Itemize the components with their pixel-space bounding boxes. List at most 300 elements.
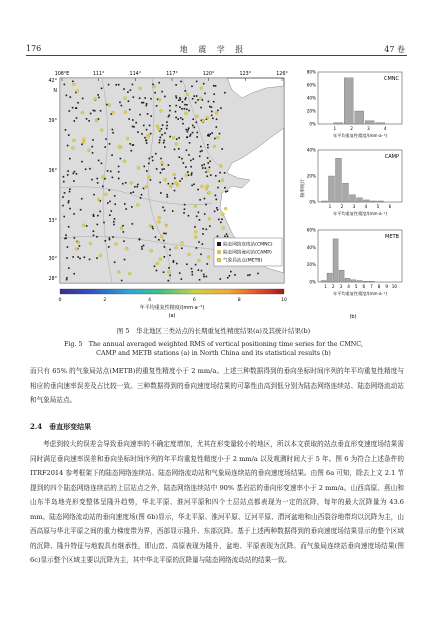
station-marker xyxy=(140,197,142,199)
station-marker xyxy=(93,110,95,112)
met-station-marker xyxy=(156,125,159,128)
station-marker xyxy=(196,136,198,138)
station-marker xyxy=(217,110,219,112)
station-marker xyxy=(249,274,251,276)
station-marker xyxy=(196,81,198,83)
station-marker xyxy=(187,171,189,173)
station-marker xyxy=(145,105,147,107)
station-marker xyxy=(154,92,156,94)
station-marker xyxy=(93,214,95,216)
station-marker xyxy=(176,138,178,140)
station-marker xyxy=(229,275,231,277)
met-station-marker xyxy=(219,164,222,167)
met-station-marker xyxy=(136,203,139,206)
lat-label: N xyxy=(53,89,57,94)
station-marker xyxy=(216,207,218,209)
station-marker xyxy=(66,95,68,97)
station-marker xyxy=(172,183,174,185)
station-marker xyxy=(175,117,177,119)
hist-xtick: 2 xyxy=(331,284,335,289)
station-marker xyxy=(81,161,83,163)
station-map xyxy=(42,68,298,319)
station-marker xyxy=(91,179,93,181)
station-marker xyxy=(131,206,133,208)
colorbar-tick-label: 2 xyxy=(103,298,107,303)
hist-xlabel: 年平均重复性精度/(mm·a⁻¹) xyxy=(332,211,388,216)
station-marker xyxy=(172,210,174,212)
met-station-marker xyxy=(94,97,97,100)
station-marker xyxy=(106,104,108,106)
station-marker xyxy=(97,224,99,226)
station-marker xyxy=(230,271,232,273)
station-marker xyxy=(188,127,190,129)
station-marker xyxy=(133,96,135,98)
met-station-marker xyxy=(108,104,111,107)
station-marker xyxy=(201,270,203,272)
station-marker xyxy=(77,256,79,258)
met-station-marker xyxy=(202,119,205,122)
station-marker xyxy=(179,180,181,182)
station-marker xyxy=(109,237,111,239)
station-marker xyxy=(151,156,153,158)
station-marker xyxy=(156,168,158,170)
station-marker xyxy=(189,135,191,137)
station-marker xyxy=(98,97,100,99)
station-marker xyxy=(163,233,165,235)
met-station-marker xyxy=(221,213,224,216)
station-marker xyxy=(132,144,134,146)
station-marker xyxy=(182,123,184,125)
station-marker xyxy=(163,140,165,142)
station-marker xyxy=(182,119,184,121)
station-marker xyxy=(80,209,82,211)
hist-bar xyxy=(336,158,342,202)
hist-xtick: 3 xyxy=(339,284,343,289)
station-marker xyxy=(100,110,102,112)
station-marker xyxy=(163,142,165,144)
station-marker xyxy=(181,108,183,110)
met-station-marker xyxy=(160,235,163,238)
met-station-marker xyxy=(172,136,175,139)
station-marker xyxy=(81,198,83,200)
station-marker xyxy=(77,102,79,104)
station-marker xyxy=(175,95,177,97)
hist-bar xyxy=(339,270,344,282)
met-station-marker xyxy=(157,220,160,223)
hist-title: METB xyxy=(385,234,399,240)
station-marker xyxy=(203,276,205,278)
met-station-marker xyxy=(100,129,103,132)
station-marker xyxy=(186,149,188,151)
station-marker xyxy=(69,191,71,193)
station-marker xyxy=(181,158,183,160)
station-marker xyxy=(160,172,162,174)
station-marker xyxy=(215,85,217,87)
station-marker xyxy=(158,239,160,241)
station-marker xyxy=(68,110,70,112)
station-marker xyxy=(188,154,190,156)
met-station-marker xyxy=(125,247,128,250)
station-marker xyxy=(181,247,183,249)
station-marker xyxy=(219,172,221,174)
station-marker xyxy=(156,270,158,272)
hist-bar xyxy=(334,123,343,124)
station-marker xyxy=(143,166,145,168)
station-marker xyxy=(184,99,186,101)
station-marker xyxy=(121,280,123,282)
station-marker xyxy=(160,192,162,194)
station-marker xyxy=(141,102,143,104)
hist-ytick: 60% xyxy=(306,82,316,88)
met-station-marker xyxy=(117,270,120,273)
station-marker xyxy=(185,129,187,131)
colorbar-tick-label: 0 xyxy=(58,298,62,303)
lon-label: 126° xyxy=(276,72,288,77)
station-marker xyxy=(120,158,122,160)
station-marker xyxy=(63,216,65,218)
met-station-marker xyxy=(118,145,121,148)
hist-bar xyxy=(343,183,349,202)
station-marker xyxy=(99,211,101,213)
station-marker xyxy=(112,132,114,134)
station-marker xyxy=(200,253,202,255)
station-marker xyxy=(66,277,68,279)
hist-bar xyxy=(355,111,364,124)
figure-caption-en-line1: Fig. 5 The annual averaged weighted RMS of vertical positioning time series for the CMNC, xyxy=(64,341,363,348)
station-marker xyxy=(199,219,201,221)
station-marker xyxy=(122,225,124,227)
met-station-marker xyxy=(186,93,189,96)
station-marker xyxy=(93,235,95,237)
station-marker xyxy=(67,170,69,172)
met-station-marker xyxy=(128,272,131,275)
met-station-marker xyxy=(149,224,152,227)
hist-xtick: 5 xyxy=(354,284,358,289)
met-station-marker xyxy=(197,259,200,262)
station-marker xyxy=(144,137,146,139)
station-marker xyxy=(132,119,134,121)
station-marker xyxy=(193,183,195,185)
station-marker xyxy=(164,246,166,248)
station-marker xyxy=(174,177,176,179)
lat-label: 28° xyxy=(48,277,57,282)
met-station-marker xyxy=(206,116,209,119)
colorbar-tick-label: 10 xyxy=(281,298,287,303)
station-marker xyxy=(212,118,214,120)
station-marker xyxy=(155,153,157,155)
met-station-marker xyxy=(145,185,148,188)
station-marker xyxy=(181,178,183,180)
map-legend xyxy=(214,238,282,266)
station-marker xyxy=(114,218,116,220)
met-station-marker xyxy=(126,137,129,140)
lon-label: 111° xyxy=(92,72,105,77)
station-marker xyxy=(204,93,206,95)
station-marker xyxy=(72,81,74,83)
station-marker xyxy=(203,274,205,276)
station-marker xyxy=(219,278,221,280)
station-marker xyxy=(76,173,78,175)
colorbar-tick-label: 6 xyxy=(192,298,196,303)
station-marker xyxy=(186,263,188,265)
station-marker xyxy=(208,101,210,103)
hist-xtick: 5 xyxy=(376,204,380,209)
lon-label: 120° xyxy=(202,72,215,77)
station-marker xyxy=(168,267,170,269)
station-marker xyxy=(76,107,78,109)
station-marker xyxy=(213,85,215,87)
station-marker xyxy=(166,121,168,123)
station-marker xyxy=(209,106,211,108)
met-station-marker xyxy=(137,166,140,169)
station-marker xyxy=(194,127,196,129)
met-station-marker xyxy=(148,176,151,179)
station-marker xyxy=(219,133,221,135)
station-marker xyxy=(202,243,204,245)
station-marker xyxy=(203,164,205,166)
met-station-marker xyxy=(208,217,211,220)
station-marker xyxy=(96,236,98,238)
lat-label: 36° xyxy=(48,169,57,174)
station-marker xyxy=(162,207,164,209)
station-marker xyxy=(139,97,141,99)
station-marker xyxy=(214,211,216,213)
colorbar-label: 年平均重复性精度/(mm·a⁻¹) xyxy=(139,305,205,311)
met-station-marker xyxy=(222,227,225,230)
station-marker xyxy=(188,215,190,217)
station-marker xyxy=(200,146,202,148)
hist-bar xyxy=(321,281,326,282)
page-number: 176 xyxy=(26,44,42,53)
station-marker xyxy=(200,151,202,153)
station-marker xyxy=(197,189,199,191)
station-marker xyxy=(121,105,123,107)
station-marker xyxy=(224,187,226,189)
station-marker xyxy=(109,143,111,145)
station-marker xyxy=(104,146,106,148)
met-station-marker xyxy=(87,149,90,152)
station-marker xyxy=(110,171,112,173)
station-marker xyxy=(192,274,194,276)
hist-xtick: 10 xyxy=(391,284,398,289)
station-marker xyxy=(193,95,195,97)
station-marker xyxy=(69,96,71,98)
station-marker xyxy=(198,269,200,271)
station-marker xyxy=(247,275,249,277)
station-marker xyxy=(146,129,148,131)
station-marker xyxy=(190,166,192,168)
hist-bar xyxy=(369,281,374,282)
station-marker xyxy=(191,174,193,176)
station-marker xyxy=(112,129,114,131)
met-station-marker xyxy=(200,87,203,90)
hist-ytick: 0% xyxy=(309,121,316,127)
station-marker xyxy=(206,175,208,177)
station-marker xyxy=(109,214,111,216)
met-station-marker xyxy=(124,111,127,114)
station-marker xyxy=(104,240,106,242)
station-marker xyxy=(227,236,229,238)
station-marker xyxy=(209,167,211,169)
met-station-marker xyxy=(174,182,177,185)
met-station-marker xyxy=(161,161,164,164)
station-marker xyxy=(81,144,83,146)
hist-panel-label: (b) xyxy=(349,314,357,320)
hist-xtick: 9 xyxy=(385,284,389,289)
station-marker xyxy=(72,107,74,109)
legend-metb-icon xyxy=(217,258,221,262)
station-marker xyxy=(164,96,166,98)
met-station-marker xyxy=(175,142,178,145)
station-marker xyxy=(190,134,192,136)
station-marker xyxy=(69,158,71,160)
hist-bar xyxy=(365,121,374,124)
station-marker xyxy=(180,81,182,83)
met-station-marker xyxy=(77,241,80,244)
legend-camp-label: 陆态网络流动站(CAMP) xyxy=(223,250,272,256)
met-station-marker xyxy=(124,97,127,100)
station-marker xyxy=(146,170,148,172)
station-marker xyxy=(169,255,171,257)
lat-label: 42° xyxy=(48,79,57,84)
station-marker xyxy=(215,175,217,177)
hist-xtick: 8 xyxy=(377,284,381,289)
station-marker xyxy=(213,101,215,103)
station-marker xyxy=(128,118,130,120)
station-marker xyxy=(130,89,132,91)
station-marker xyxy=(186,109,188,111)
hist-title: CMNC xyxy=(383,76,399,82)
station-marker xyxy=(152,84,154,86)
hist-xlabel: 年平均重复性精度/(mm·a⁻¹) xyxy=(332,133,388,138)
lon-label: 123° xyxy=(239,72,252,77)
station-marker xyxy=(108,84,110,86)
hist-xtick: 3 xyxy=(352,204,356,209)
met-station-marker xyxy=(158,216,161,219)
station-marker xyxy=(218,180,220,182)
station-marker xyxy=(184,90,186,92)
station-marker xyxy=(109,239,111,241)
section-heading: 2.4 垂直形变结果 xyxy=(30,422,92,431)
station-marker xyxy=(68,202,70,204)
hist-ytick: 0% xyxy=(309,279,316,285)
hist-bar xyxy=(327,273,332,282)
hist-ytick: 40% xyxy=(306,95,316,101)
station-marker xyxy=(76,117,78,119)
station-marker xyxy=(64,84,66,86)
met-station-marker xyxy=(215,112,218,115)
station-marker xyxy=(133,191,135,193)
station-marker xyxy=(67,174,69,176)
station-marker xyxy=(141,248,143,250)
station-marker xyxy=(196,95,198,97)
station-marker xyxy=(156,105,158,107)
station-marker xyxy=(191,85,193,87)
legend-cmnc-icon xyxy=(217,242,221,246)
station-marker xyxy=(150,133,152,135)
legend-camp-icon xyxy=(217,250,221,254)
station-marker xyxy=(198,212,200,214)
station-marker xyxy=(149,125,151,127)
station-marker xyxy=(109,201,111,203)
hist-bar xyxy=(350,195,356,202)
header-rule xyxy=(26,55,407,56)
station-marker xyxy=(141,194,143,196)
station-marker xyxy=(146,142,148,144)
station-marker xyxy=(217,235,219,237)
station-marker xyxy=(84,256,86,258)
station-marker xyxy=(209,225,211,227)
station-marker xyxy=(183,212,185,214)
met-station-marker xyxy=(102,176,105,179)
station-marker xyxy=(169,110,171,112)
station-marker xyxy=(174,190,176,192)
station-marker xyxy=(178,148,180,150)
station-marker xyxy=(163,271,165,273)
station-marker xyxy=(143,125,145,127)
station-marker xyxy=(169,105,171,107)
station-marker xyxy=(197,99,199,101)
hist-bar xyxy=(371,201,377,202)
station-marker xyxy=(168,116,170,118)
station-marker xyxy=(192,158,194,160)
station-marker xyxy=(86,225,88,227)
station-marker xyxy=(66,279,68,281)
station-marker xyxy=(176,97,178,99)
histograms xyxy=(298,68,408,318)
station-marker xyxy=(197,132,199,134)
station-marker xyxy=(198,241,200,243)
station-marker xyxy=(139,239,141,241)
lon-label: 117° xyxy=(166,72,178,77)
station-marker xyxy=(168,280,170,282)
station-marker xyxy=(214,138,216,140)
station-marker xyxy=(101,163,103,165)
paragraph-2: 考虑到较大的误差会导致垂向速率的不确定度增加，尤其在形变量较小的地区，所以本文获取的站点垂直形变速度场结果需同时满足垂向速率误差和垂向坐标时间序列的年平均重复性精度小于 2 mm/a 以及观测时间大于 5 年。图 6 为符合上述条件的 ITRF2014 参考框架下的陆态网络连续站、陆态网络流动站和气象局连续站的垂向速度场结果。由图 6a 可知，除去上文 2.1 节提到的四个陆态网络连续站的上层站点之外，陆态网络连续站中 90% 基岩站的垂向形变速率小于 2 mm/a。山西高原、燕山和山东半岛地壳形变整体呈隆升趋势，华北平原、淮河平原和四个土层站点都表现为一定的沉降，每年的最大沉降量为 43.6 mm。陆态网络流动站的垂向速度场(图 6b)显示，华北平原、淮河平原、辽河平原、渭河盆地和山西裂谷地带均以沉降为主，山西高原与华北平原之间的重力梯度带为界，西部显示隆升、东部沉降。基于上述两种数据得到的垂向速度场结果显示的整个区域的沉降、隆升特征与地貌具有继承性，即山峦、高原表现为隆升，盆地、平原表现为沉降。而气象局连续站垂向速度场结果(图 6c)显示整个区域主要以沉降为主，其中华北平原的沉降量与陆态网络流动站的结果一致。 xyxy=(30,440,404,564)
station-marker xyxy=(213,93,215,95)
station-marker xyxy=(97,215,99,217)
station-marker xyxy=(225,191,227,193)
station-marker xyxy=(105,138,107,140)
station-marker xyxy=(91,146,93,148)
station-marker xyxy=(150,179,152,181)
station-marker xyxy=(164,146,166,148)
station-marker xyxy=(167,196,169,198)
station-marker xyxy=(202,228,204,230)
station-marker xyxy=(165,233,167,235)
station-marker xyxy=(146,103,148,105)
station-marker xyxy=(73,120,75,122)
hist-xtick: 4 xyxy=(364,204,368,209)
station-marker xyxy=(207,147,209,149)
met-station-marker xyxy=(167,270,170,273)
station-marker xyxy=(216,118,218,120)
station-marker xyxy=(196,215,198,217)
station-marker xyxy=(179,272,181,274)
met-station-marker xyxy=(99,254,102,257)
met-station-marker xyxy=(81,111,84,114)
met-station-marker xyxy=(97,198,100,201)
station-marker xyxy=(123,88,125,90)
station-marker xyxy=(164,132,166,134)
station-marker xyxy=(163,168,165,170)
met-station-marker xyxy=(224,207,227,210)
station-marker xyxy=(163,240,165,242)
hist-xtick: 4 xyxy=(347,284,350,289)
hist-xtick: 1 xyxy=(333,126,337,131)
station-marker xyxy=(92,152,94,154)
station-marker xyxy=(234,274,236,276)
